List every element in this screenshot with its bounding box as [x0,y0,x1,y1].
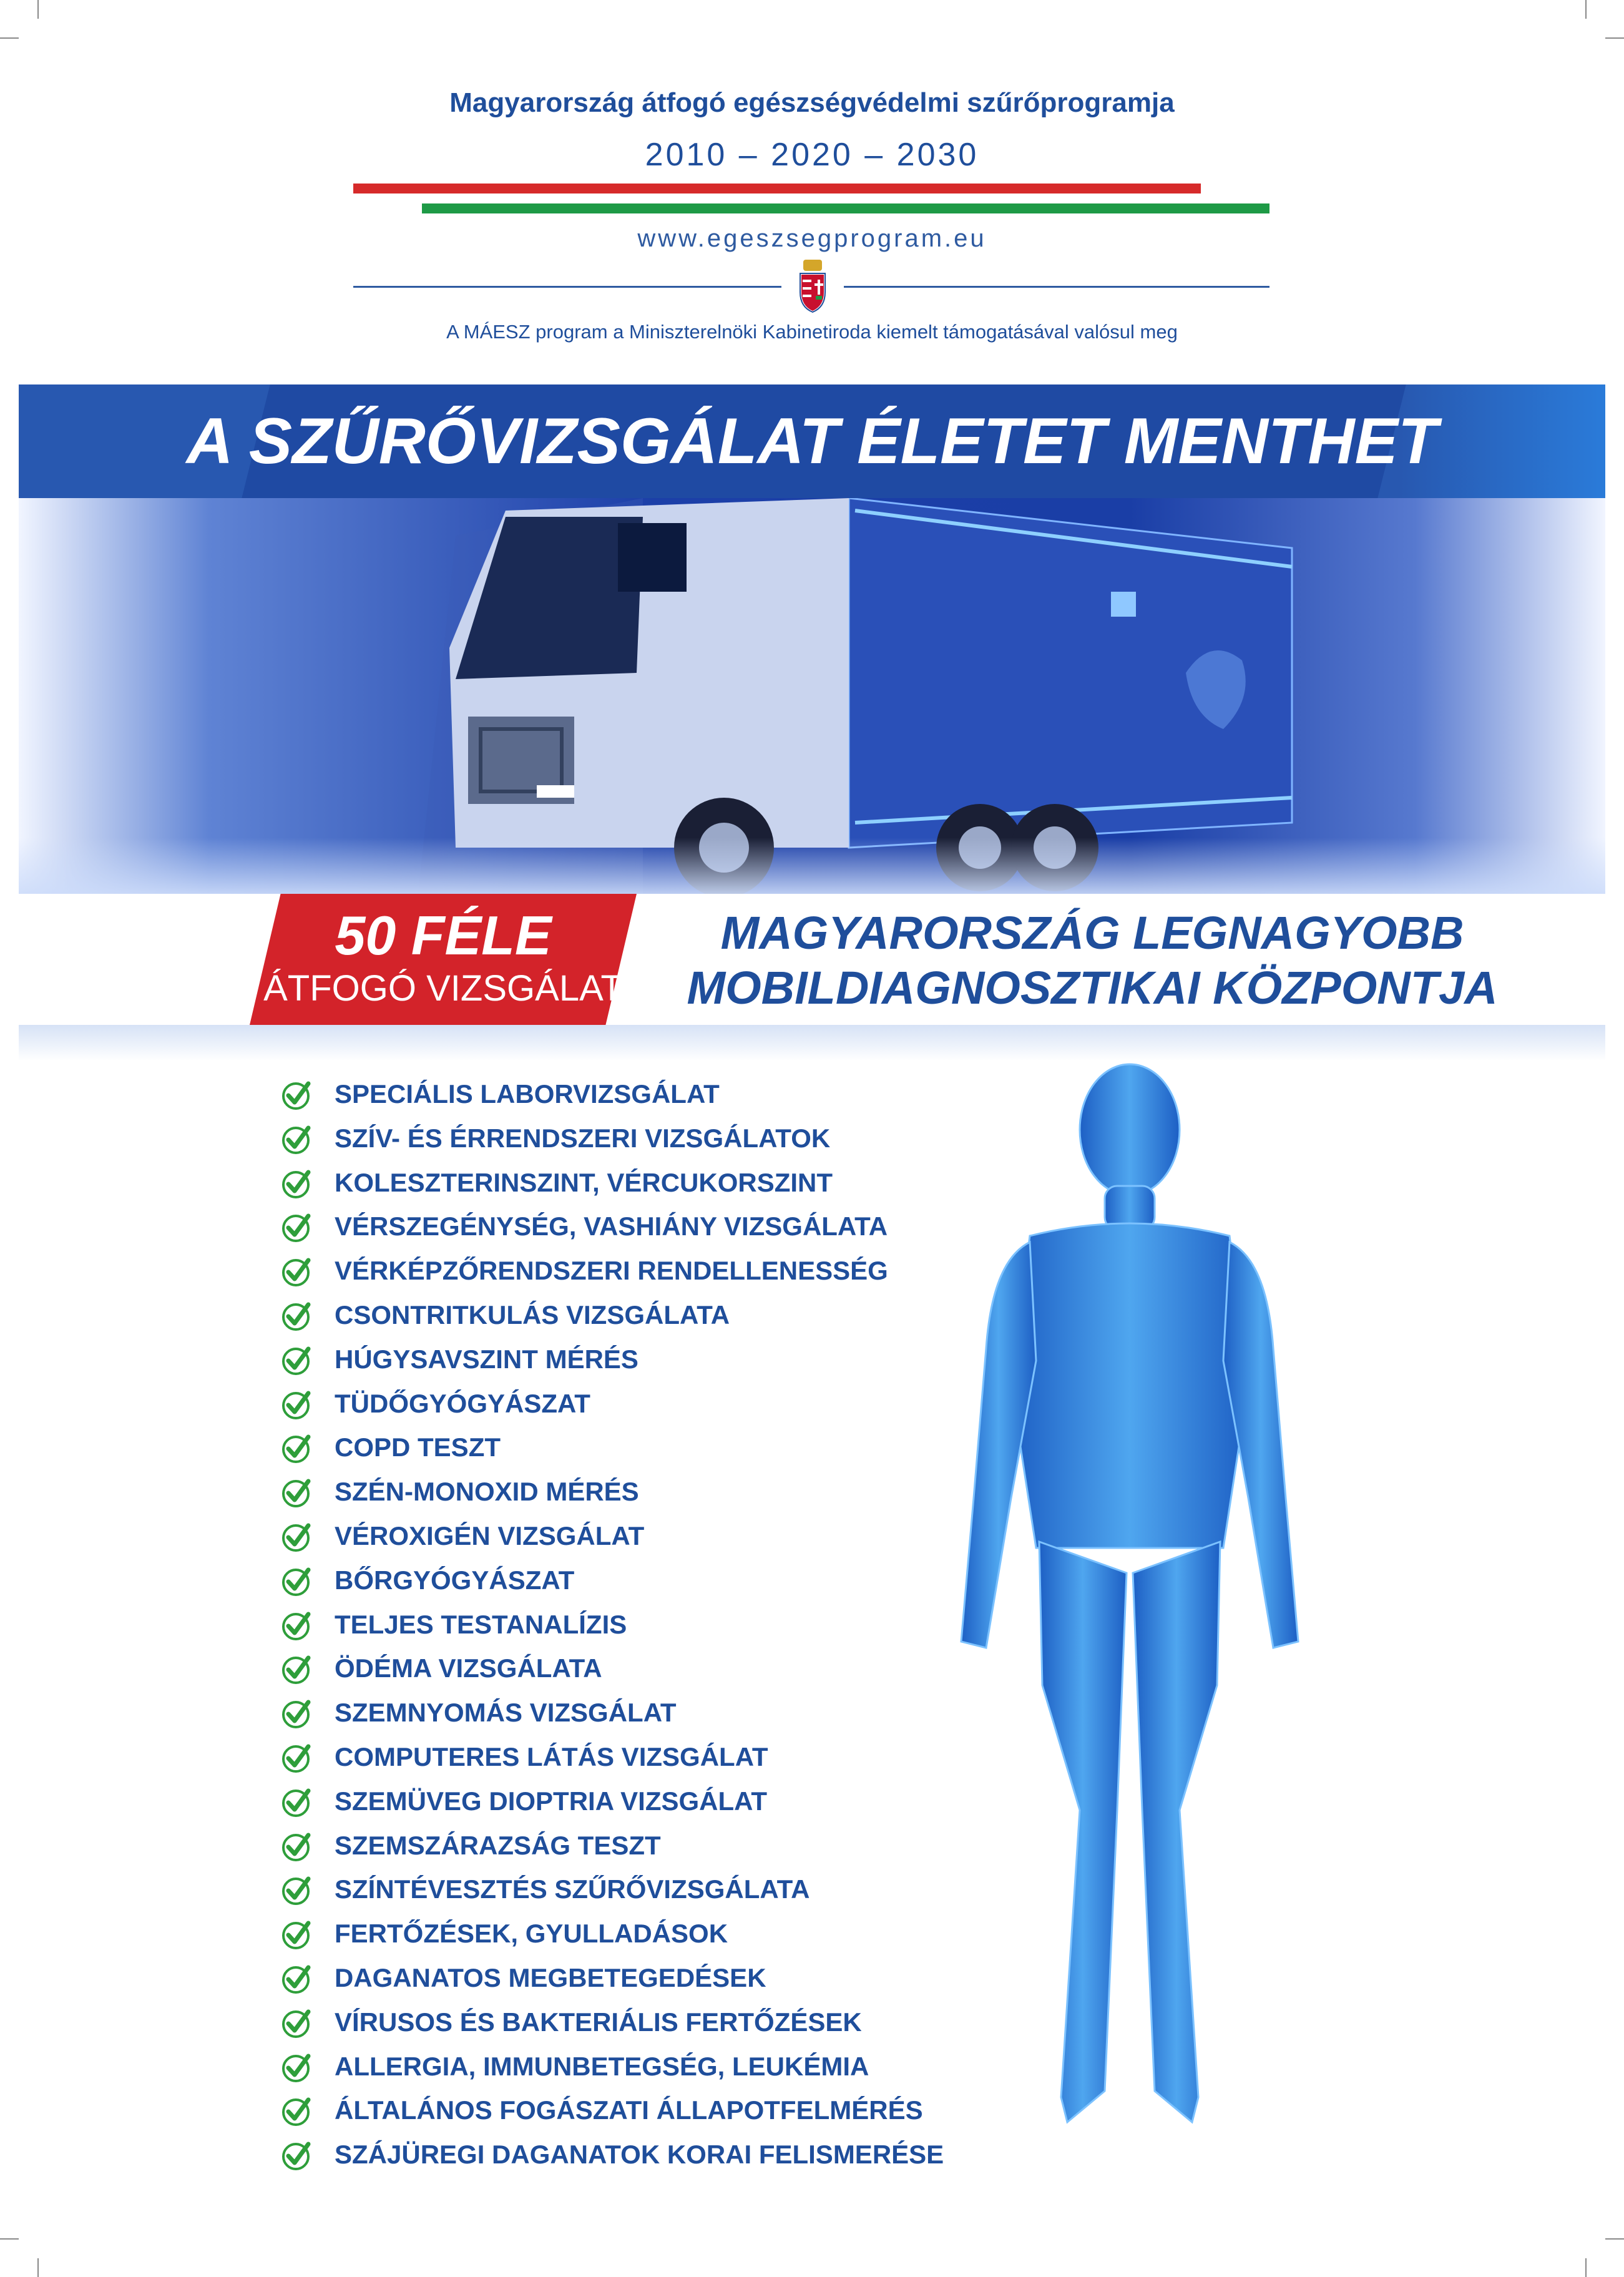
mobile-clinic-truck-image [19,498,1605,894]
check-circle-icon [280,1565,312,1597]
exam-label: VÉRSZEGÉNYSÉG, VASHIÁNY VIZSGÁLATA [335,1212,888,1241]
exam-label: DAGANATOS MEGBETEGEDÉSEK [335,1962,766,1992]
check-circle-icon [280,1918,312,1951]
exam-label: COPD TESZT [335,1432,501,1462]
check-circle-icon [280,1388,312,1421]
exam-count-number: 50 FÉLE [335,904,552,966]
list-item [280,1382,944,1426]
list-item [280,2045,944,2089]
exam-label: COMPUTERES LÁTÁS VIZSGÁLAT [335,1741,768,1771]
program-years: 2010 – 2020 – 2030 [645,137,979,173]
program-title: Magyarország átfogó egészségvédelmi szűrőprogramja [449,87,1175,118]
banner-title: A SZŰRŐVIZSGÁLAT ÉLETET MENTHET [186,405,1438,477]
hungarian-coat-of-arms-icon [797,260,828,313]
exam-label: SZÍV- ÉS ÉRRENDSZERI VIZSGÁLATOK [335,1123,831,1153]
exam-checklist [280,1072,944,2177]
exam-label: SZEMSZÁRAZSÁG TESZT [335,1830,661,1860]
exam-label: KOLESZTERINSZINT, VÉRCUKORSZINT [335,1167,833,1197]
exam-label: ALLERGIA, IMMUNBETEGSÉG, LEUKÉMIA [335,2051,869,2081]
check-circle-icon [280,1344,312,1376]
exam-label: SPECIÁLIS LABORVIZSGÁLAT [335,1079,720,1109]
check-circle-icon [280,1167,312,1200]
divider-right [844,286,1269,288]
exam-label: SZÉN-MONOXID MÉRÉS [335,1477,639,1507]
list-item [280,1514,944,1559]
list-item [280,1912,944,1956]
list-item [280,1868,944,1912]
list-item [280,1072,944,1117]
list-item [280,1780,944,1824]
crop-mark [1585,0,1587,19]
crop-mark [1605,2238,1624,2240]
exam-label: HÚGYSAVSZINT MÉRÉS [335,1344,638,1374]
exam-label: ÖDÉMA VIZSGÁLATA [335,1653,602,1683]
exam-label: CSONTRITKULÁS VIZSGÁLATA [335,1300,730,1329]
website-link[interactable]: www.egeszsegprogram.eu [637,225,987,252]
list-item [280,1117,944,1161]
list-item [280,1161,944,1205]
check-circle-icon [280,1520,312,1553]
check-circle-icon [280,1432,312,1464]
crop-mark [1605,37,1624,39]
check-circle-icon [280,1300,312,1332]
support-text: A MÁESZ program a Miniszterelnöki Kabinetiroda kiemelt támogatásával valósul meg [446,321,1178,343]
check-circle-icon [280,1786,312,1818]
exam-label: VÉRKÉPZŐRENDSZERI RENDELLENESSÉG [335,1256,888,1286]
list-item [280,2000,944,2045]
check-circle-icon [280,2051,312,2084]
exam-label: TÜDŐGYÓGYÁSZAT [335,1388,590,1418]
exam-label: FERTŐZÉSEK, GYULLADÁSOK [335,1919,728,1949]
check-circle-icon [280,1211,312,1243]
check-circle-icon [280,1255,312,1288]
list-item [280,2088,944,2133]
exam-label: SZEMÜVEG DIOPTRIA VIZSGÁLAT [335,1786,768,1816]
exam-label: VÉROXIGÉN VIZSGÁLAT [335,1520,645,1550]
check-circle-icon [280,1476,312,1509]
human-body-illustration [936,1061,1323,2160]
list-item [280,1691,944,1735]
list-item [280,1426,944,1470]
headline-line2: MOBILDIAGNOSZTIKAI KÖZPONTJA [687,962,1498,1014]
divider-left [353,286,781,288]
list-item [280,1735,944,1780]
truck-photo [19,498,1605,894]
check-circle-icon [280,1874,312,1906]
list-item [280,1956,944,2000]
exam-label: SZÍNTÉVESZTÉS SZŰRŐVIZSGÁLATA [335,1874,810,1904]
check-circle-icon [280,1962,312,1995]
flag-stripe-green [422,203,1269,213]
exam-label: SZEMNYOMÁS VIZSGÁLAT [335,1698,677,1728]
check-circle-icon [280,1079,312,1111]
check-circle-icon [280,2007,312,2039]
check-circle-icon [280,1123,312,1155]
list-item [280,1205,944,1249]
crop-mark [37,2258,39,2277]
headline-line1: MAGYARORSZÁG LEGNAGYOBB [720,907,1464,959]
list-item [280,1559,944,1603]
section-divider [19,1025,1605,1061]
exam-label: SZÁJÜREGI DAGANATOK KORAI FELISMERÉSE [335,2140,944,2170]
flag-stripe-red [353,184,1201,193]
list-item [280,1470,944,1514]
photo-fade [19,838,1605,894]
crop-mark [37,0,39,19]
exam-count-label: ÁTFOGÓ VIZSGÁLAT [263,968,623,1009]
list-item [280,1293,944,1338]
check-circle-icon [280,1830,312,1863]
crop-mark [1585,2258,1587,2277]
list-item [280,1249,944,1293]
list-item [280,1603,944,1647]
exam-label: ÁLTALÁNOS FOGÁSZATI ÁLLAPOTFELMÉRÉS [335,2095,923,2125]
exam-label: BŐRGYÓGYÁSZAT [335,1565,575,1595]
exam-label: VÍRUSOS ÉS BAKTERIÁLIS FERTŐZÉSEK [335,2007,862,2037]
check-circle-icon [280,1741,312,1774]
check-circle-icon [280,2139,312,2172]
crop-mark [0,37,19,39]
crop-mark [0,2238,19,2240]
exam-label: TELJES TESTANALÍZIS [335,1609,627,1639]
list-item [280,1338,944,1382]
check-circle-icon [280,2095,312,2127]
list-item [280,1647,944,1691]
list-item [280,2133,944,2177]
list-item [280,1824,944,1868]
check-circle-icon [280,1609,312,1642]
check-circle-icon [280,1653,312,1685]
check-circle-icon [280,1697,312,1730]
